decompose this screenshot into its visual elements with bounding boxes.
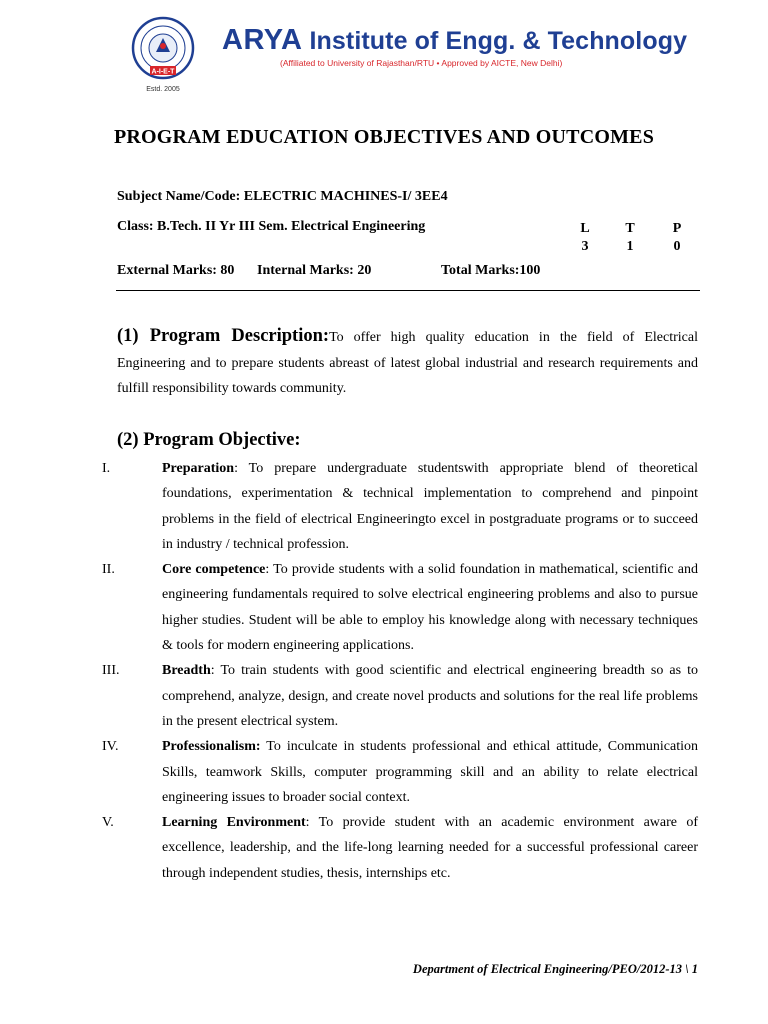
list-item [102,810,698,886]
divider [116,290,700,291]
list-item-separator: : [234,461,249,476]
list-item-title: Preparation [162,461,235,476]
list-item [102,456,698,557]
ltp-label: T [625,221,635,236]
description-heading: (1) Program Description: [117,326,330,346]
description-paragraph [117,324,698,402]
list-item-number: I. [102,461,111,476]
list-item-number: II. [102,562,115,578]
ltp-label: L [580,221,590,236]
internal-marks: Internal Marks: 20 [257,263,372,278]
list-item [102,658,698,734]
list-item [102,734,698,810]
subject-line: Subject Name/Code: ELECTRIC MACHINES-I/ 3EE4 [117,189,448,204]
list-item-text: To prepare undergraduate studentswith appropriate blend of theoretical foundations, experimentation & technical implementation to comprehend and pinpoint problems in the field of electrical Engineeringto excel in postgraduate programs or to succeed in industry / technical profession. [162,461,698,552]
institute-logo [128,16,198,96]
list-item-separator: : [265,562,274,578]
external-marks: External Marks: 80 [117,263,235,278]
ltp-label: P [672,221,682,236]
total-marks: Total Marks:100 [441,263,541,278]
page-footer: Department of Electrical Engineering/PEO/2012-13 \ 1 [412,962,698,976]
list-item-text: To provide student with an academic environment aware of excellence, leadership, and the life-long learning needed for a successful professional career through independent studies, thesis, internships etc. [162,815,698,881]
list-item-title: Core competence [162,562,266,578]
list-item-text: To provide students with a solid foundation in mathematical, scientific and engineering fundamentals required to solve electrical engineering problems and also to pursue higher studies. Student will be able to employ his knowledge along with necessary techniques & tools for modern engineering applications. [162,562,698,654]
institute-name [222,24,687,57]
list-item-title: Professionalism: [162,739,261,755]
class-line: Class: B.Tech. II Yr III Sem. Electrical Engineering [117,219,426,234]
institute-name-rest: Institute of Engg. & Technology [302,27,688,55]
list-item-number: V. [102,815,114,831]
description-text: To offer high quality education in the field of Electrical Engineering and to prepare students abreast of latest global industrial and research requirements and fulfill responsibility towards community. [117,330,698,396]
institute-affiliation: (Affiliated to University of Rajasthan/RTU • Approved by AICTE, New Delhi) [280,58,563,68]
list-item [102,557,698,658]
page-title: PROGRAM EDUCATION OBJECTIVES AND OUTCOMES [113,126,655,148]
list-item-number: IV. [102,739,119,755]
ltp-column-l [575,220,595,256]
ltp-column-t [620,220,640,256]
institute-logo-icon [128,16,198,96]
list-item-text: To inculcate in students professional and ethical attitude, Communication Skills, teamwork Skills, computer programming skill and an ability to relate electrical engineering issues to broader social context. [162,739,699,805]
institute-header [128,12,688,94]
objective-heading: (2) Program Objective: [117,430,301,450]
list-item-separator: : [305,815,319,831]
ltp-value: 1 [626,239,634,254]
list-item-text: To train students with good scientific and electrical engineering breadth so as to comprehend, analyze, design, and create novel products and solutions for the real life problems in the present electrical system. [162,663,699,729]
ltp-value: 0 [673,239,681,254]
objective-list [102,456,698,886]
list-item-number: III. [102,663,120,679]
ltp-value: 3 [581,239,589,254]
program-objective-heading-wrap [117,430,698,451]
logo-band-text: A-I-E-T [151,68,175,76]
list-item-title: Breadth [162,663,211,679]
list-item-title: Learning Environment [162,815,306,831]
list-item-separator: : [210,663,221,679]
institute-name-arya: ARYA [222,24,303,56]
logo-estd-text: Estd. 2005 [146,86,180,93]
program-description [117,324,698,402]
ltp-column-p [667,220,687,256]
